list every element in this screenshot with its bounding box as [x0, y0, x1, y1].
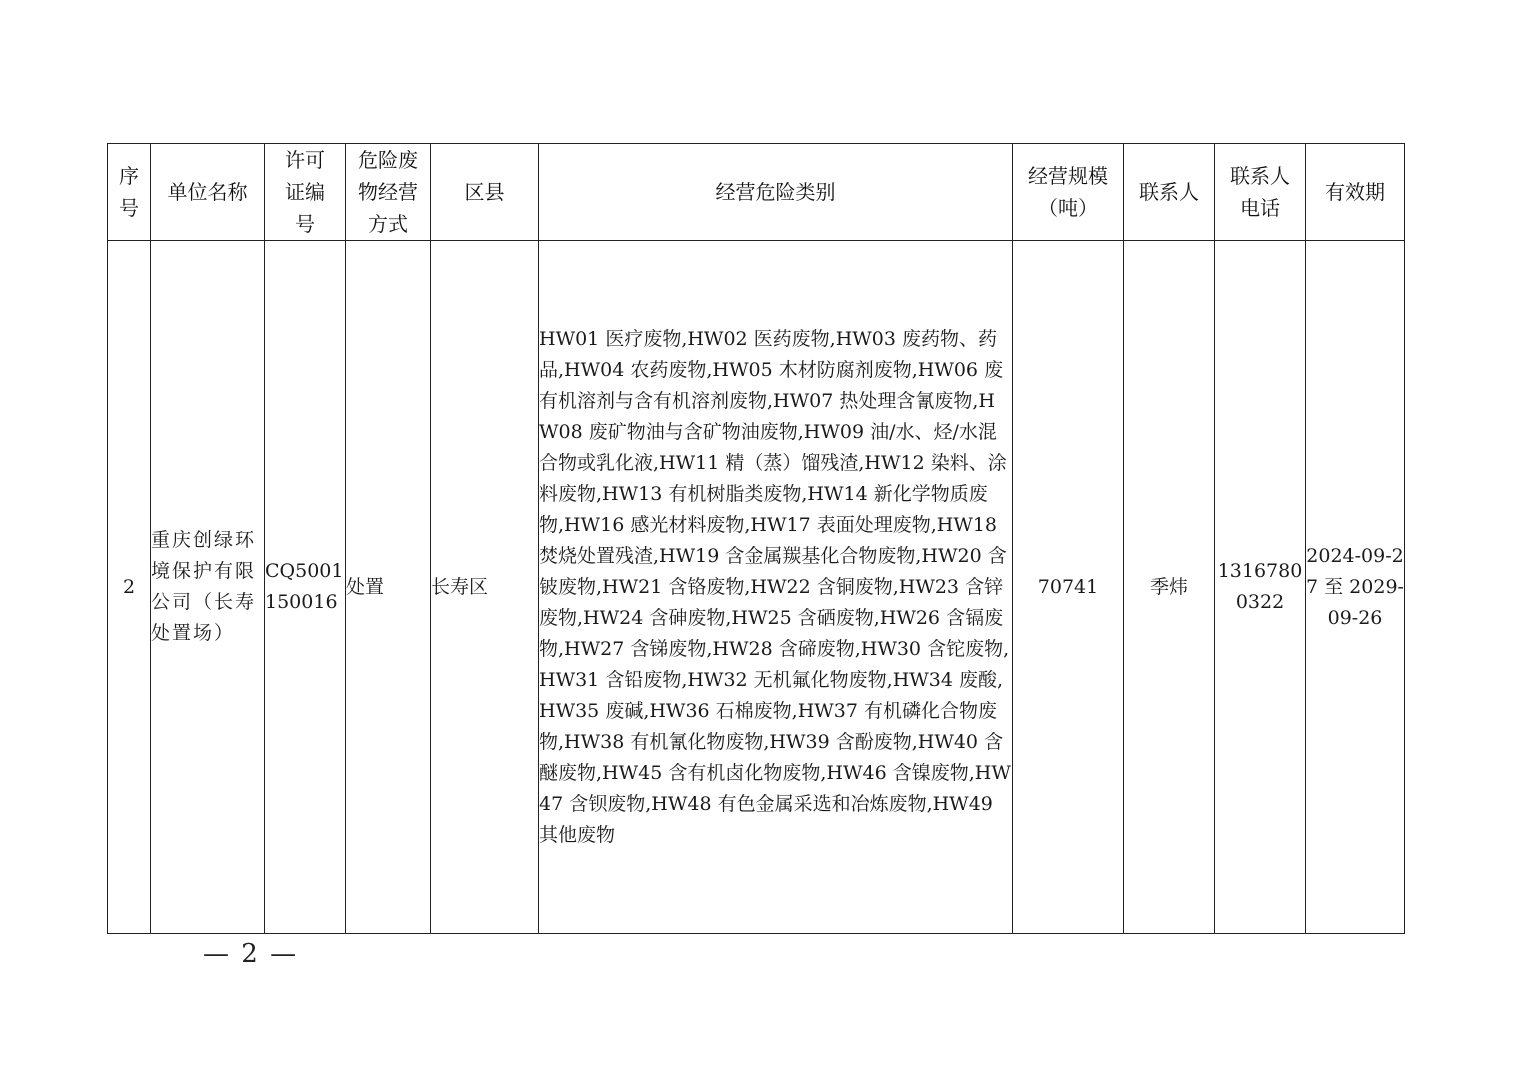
table-header-row [108, 144, 1405, 241]
header-operation-mode: 危险废物经营方式 [346, 144, 431, 241]
cell-phone: 13167800322 [1215, 241, 1306, 934]
permit-table [107, 143, 1405, 934]
header-license-no: 许可证编号 [265, 144, 346, 241]
header-categories: 经营危险类别 [539, 144, 1013, 241]
header-phone: 联系人电话 [1215, 144, 1306, 241]
cell-operation-mode: 处置 [346, 241, 431, 934]
cell-seq: 2 [108, 241, 151, 934]
header-district: 区县 [431, 144, 539, 241]
cell-validity: 2024-09-27 至 2029-09-26 [1306, 241, 1405, 934]
cell-district: 长寿区 [431, 241, 539, 934]
header-seq: 序号 [108, 144, 151, 241]
page-number: — 2 — [203, 939, 299, 969]
header-unit-name: 单位名称 [151, 144, 265, 241]
cell-unit-name: 重庆创绿环境保护有限公司（长寿处置场） [151, 241, 265, 934]
cell-contact: 季炜 [1124, 241, 1215, 934]
header-contact: 联系人 [1124, 144, 1215, 241]
cell-categories: HW01 医疗废物,HW02 医药废物,HW03 废药物、药品,HW04 农药废物,HW05 木材防腐剂废物,HW06 废有机溶剂与含有机溶剂废物,HW07 热处理含氰废物,HW08 废矿物油与含矿物油废物,HW09 油/水、烃/水混合物或乳化液,HW11 精（蒸）馏残渣,HW12 染料、涂料废物,HW13 有机树脂类废物,HW14 新化学物质废物,HW16 感光材料废物,HW17 表面处理废物,HW18 焚烧处置残渣,HW19 含金属羰基化合物废物,HW20 含铍废物,HW21 含铬废物,HW22 含铜废物,HW23 含锌废物,HW24 含砷废物,HW25 含硒废物,HW26 含镉废物,HW27 含锑废物,HW28 含碲废物,HW30 含铊废物,HW31 含铅废物,HW32 无机氟化物废物,HW34 废酸,HW35 废碱,HW36 石棉废物,HW37 有机磷化合物废物,HW38 有机氰化物废物,HW39 含酚废物,HW40 含醚废物,HW45 含有机卤化物废物,HW46 含镍废物,HW47 含钡废物,HW48 有色金属采选和冶炼废物,HW49 其他废物 [539, 241, 1013, 934]
cell-license-no: CQ5001150016 [265, 241, 346, 934]
header-scale: 经营规模（吨） [1013, 144, 1124, 241]
table-row [108, 241, 1405, 934]
header-validity: 有效期 [1306, 144, 1405, 241]
cell-scale: 70741 [1013, 241, 1124, 934]
